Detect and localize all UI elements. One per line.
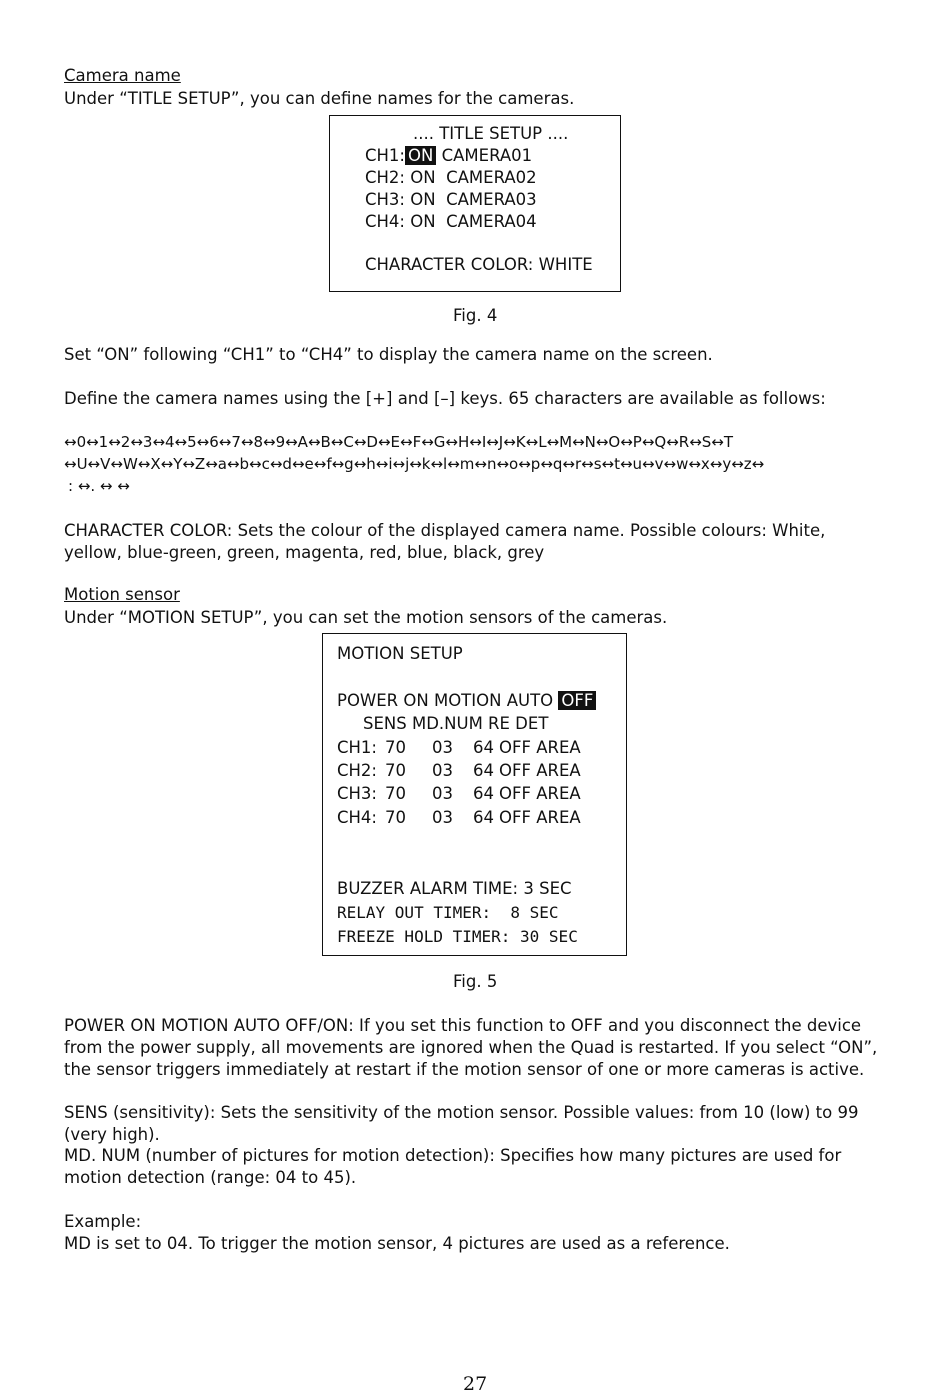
row-channel: CH3: [365, 190, 405, 209]
relay-out-timer: RELAY OUT TIMER: 8 SEC [337, 903, 559, 922]
row-channel: CH1: [365, 146, 405, 165]
fig4-caption: Fig. 4 [453, 306, 498, 325]
sens-paragraph [64, 1102, 884, 1146]
charset-line-3: : ↔. ↔ ↔ [68, 477, 130, 495]
row-md-num: 03 [432, 738, 453, 757]
row-re: 64 [473, 761, 494, 780]
motion-row-ch2 [337, 760, 581, 782]
buzzer-alarm-time: BUZZER ALARM TIME: 3 SEC [337, 879, 572, 898]
page-number: 27 [463, 1373, 488, 1395]
charset-line-1: ↔0↔1↔2↔3↔4↔5↔6↔7↔8↔9↔A↔B↔C↔D↔E↔F↔G↔H↔I↔J↔K↔L↔M↔N↔O↔P↔Q↔R↔S↔T [64, 433, 734, 451]
freeze-hold-timer: FREEZE HOLD TIMER: 30 SEC [337, 927, 578, 946]
row-state: ON [410, 168, 436, 187]
row-re: 64 [473, 784, 494, 803]
power-on-motion-auto-row [337, 690, 596, 712]
set-on-paragraph: Set “ON” following “CH1” to “CH4” to display the camera name on the screen. [64, 345, 713, 364]
row-md-num: 03 [432, 761, 453, 780]
row-sens: 70 [385, 784, 406, 803]
camera-name-heading: Camera name [64, 66, 181, 85]
motion-setup-title: MOTION SETUP [337, 644, 463, 663]
column-header: SENS MD.NUM RE DET [363, 714, 549, 733]
row-state-highlighted: ON [405, 146, 436, 165]
sens-label: SENS (sensitivity): [64, 1103, 216, 1122]
example-text: MD is set to 04. To trigger the motion sensor, 4 pictures are used as a reference. [64, 1234, 730, 1253]
row-det: OFF AREA [499, 784, 581, 803]
row-re: 64 [473, 738, 494, 757]
mdnum-paragraph [64, 1145, 884, 1189]
row-md-num: 03 [432, 784, 453, 803]
row-det: OFF AREA [499, 761, 581, 780]
row-camera-name: CAMERA03 [446, 190, 537, 209]
row-state: ON [410, 190, 436, 209]
row-channel: CH4: [365, 212, 405, 231]
character-color-description: Sets the colour of the displayed camera name. Possible colours: White, yellow, blue-green, green, magenta, red, blue, black, grey [64, 521, 826, 562]
camera-name-intro: Under “TITLE SETUP”, you can define names for the cameras. [64, 89, 575, 108]
row-sens: 70 [385, 761, 406, 780]
character-color-label: CHARACTER COLOR: [64, 521, 233, 540]
motion-row-ch1 [337, 737, 581, 759]
define-names-paragraph: Define the camera names using the [+] and [–] keys. 65 characters are available as follows: [64, 389, 826, 408]
row-state: ON [410, 212, 436, 231]
row-sens: 70 [385, 738, 406, 757]
fig4-row-ch2 [365, 167, 537, 189]
character-color-setting: CHARACTER COLOR: WHITE [365, 255, 593, 274]
fig4-row-ch3 [365, 189, 537, 211]
row-det: OFF AREA [499, 808, 581, 827]
sens-description: Sets the sensitivity of the motion sensor. Possible values: from 10 (low) to 99 (very high). [64, 1103, 859, 1144]
row-channel: CH2: [337, 761, 377, 780]
row-sens: 70 [385, 808, 406, 827]
power-on-motion-value: OFF [558, 691, 596, 710]
row-md-num: 03 [432, 808, 453, 827]
mdnum-description: Specifies how many pictures are used for motion detection (range: 04 to 45). [64, 1146, 842, 1187]
row-channel: CH1: [337, 738, 377, 757]
title-setup-title: .... TITLE SETUP .... [413, 124, 569, 143]
row-channel: CH2: [365, 168, 405, 187]
row-channel: CH3: [337, 784, 377, 803]
motion-row-ch4 [337, 807, 581, 829]
row-camera-name: CAMERA04 [446, 212, 537, 231]
fig4-row-ch4 [365, 211, 537, 233]
fig4-row-ch1 [365, 145, 532, 167]
title-setup-box [329, 115, 621, 292]
fig5-caption: Fig. 5 [453, 972, 498, 991]
motion-sensor-heading: Motion sensor [64, 585, 180, 604]
motion-row-ch3 [337, 783, 581, 805]
charset-line-2: ↔U↔V↔W↔X↔Y↔Z↔a↔b↔c↔d↔e↔f↔g↔h↔i↔j↔k↔l↔m↔n↔o↔p↔q↔r↔s↔t↔u↔v↔w↔x↔y↔z↔ [64, 455, 765, 473]
motion-setup-box [322, 633, 627, 956]
mdnum-label: MD. NUM (number of pictures for motion detection): [64, 1146, 495, 1165]
character-color-paragraph [64, 520, 884, 564]
power-on-description: If you set this function to OFF and you disconnect the device from the power supply, all movements are ignored when the Quad is restarted. If you select “ON”, the sensor triggers immediately at restart if the motion sensor of one or more cameras is active. [64, 1016, 878, 1079]
row-det: OFF AREA [499, 738, 581, 757]
row-re: 64 [473, 808, 494, 827]
power-on-paragraph [64, 1015, 884, 1081]
power-on-motion-label: POWER ON MOTION AUTO [337, 691, 554, 710]
motion-sensor-intro: Under “MOTION SETUP”, you can set the motion sensors of the cameras. [64, 608, 668, 627]
example-label: Example: [64, 1212, 142, 1231]
row-camera-name: CAMERA01 [441, 146, 533, 165]
row-channel: CH4: [337, 808, 377, 827]
row-camera-name: CAMERA02 [446, 168, 537, 187]
power-on-label: POWER ON MOTION AUTO OFF/ON: [64, 1016, 354, 1035]
